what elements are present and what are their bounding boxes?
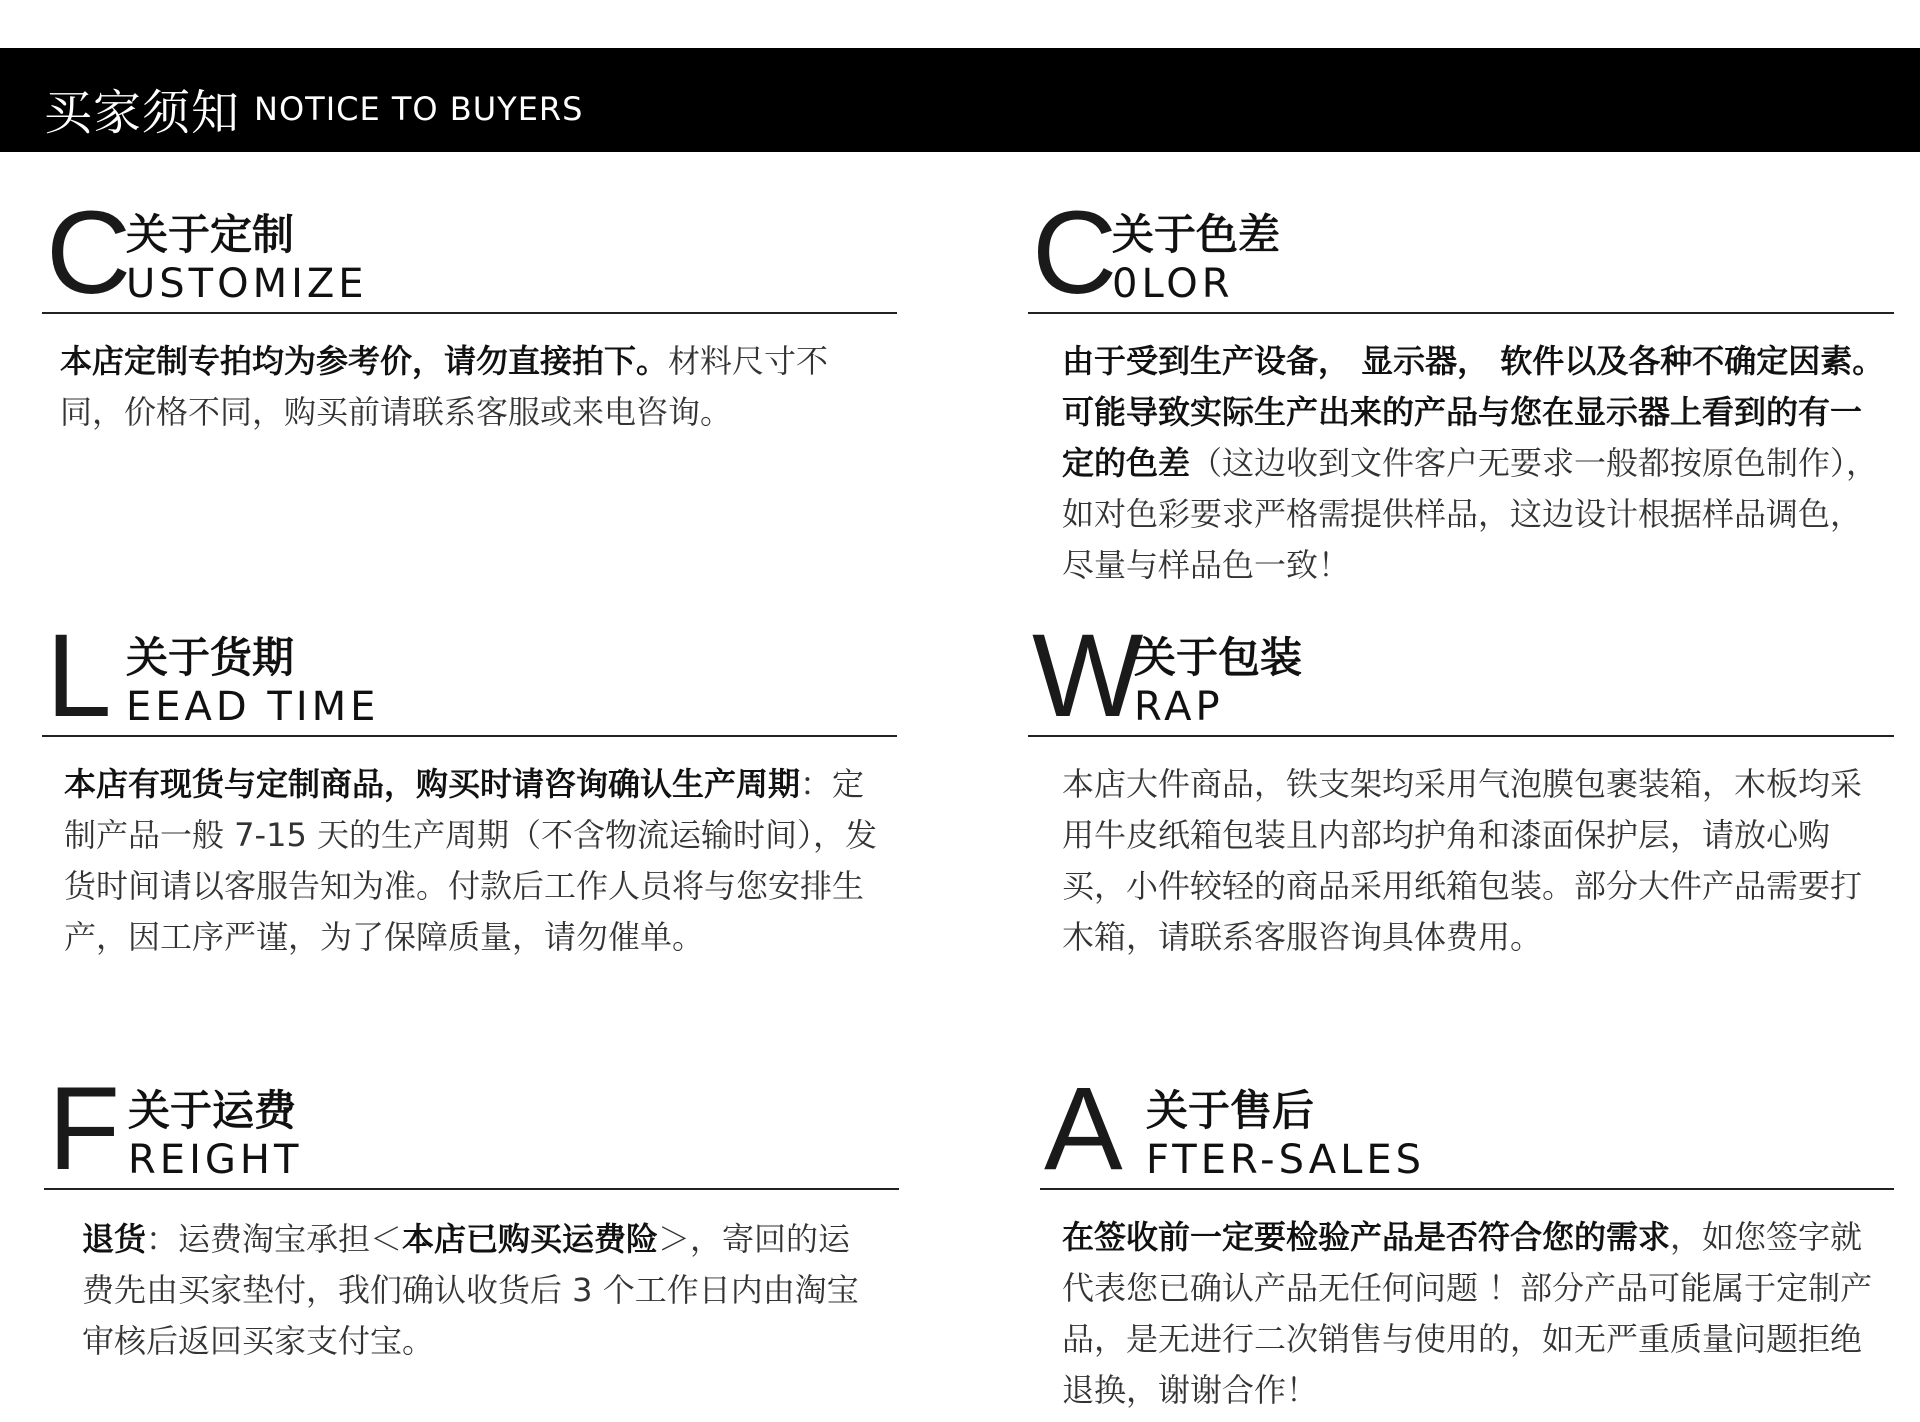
notice-banner (0, 48, 1920, 152)
section-header (1040, 1063, 1894, 1195)
section-title-cn: 关于定制 (126, 210, 295, 259)
initial-letter: L (46, 610, 112, 742)
section-header (42, 610, 897, 742)
body-text: ＞，寄回的运费先由买家垫付，我们确认收货后 3 个工作日内由淘宝审核后返回买家支付宝。 (82, 1220, 859, 1360)
section-color (1028, 187, 1894, 591)
section-title-en: USTOMIZE (126, 261, 368, 307)
section-header (1028, 610, 1894, 742)
section-after-sales (1040, 1063, 1894, 1416)
body-text: （这边收到文件客户无要求一般都按原色制作），如对色彩要求严格需提供样品，这边设计根据样品调色，尽量与样品色一致！ (1062, 444, 1879, 584)
banner-title (44, 74, 583, 143)
banner-title-cn: 买家须知 (44, 85, 241, 141)
body-text: ：定制产品一般 7-15 天的生产周期（不含物流运输时间），发货时间请以客服告知为准。付款后工作人员将与您安排生产，因工序严谨，为了保障质量，请勿催单。 (64, 765, 877, 956)
section-title-cn: 关于售后 (1146, 1086, 1315, 1135)
body-text: ，如您签字就代表您已确认产品无任何问题 ！部分产品可能属于定制产品，是无进行二次销售与使用的，如无严重质量问题拒绝退换，谢谢合作！ (1062, 1218, 1873, 1409)
section-freight (44, 1063, 899, 1367)
section-title-cn: 关于包装 (1134, 633, 1303, 682)
section-title-en: REIGHT (128, 1137, 303, 1183)
body-bold-text: 本店有现货与定制商品，购买时请咨询确认生产周期 (64, 765, 801, 803)
section-body (1040, 1212, 1894, 1416)
banner-title-en: NOTICE TO BUYERS (254, 89, 584, 128)
body-bold-text: 本店定制专拍均为参考价，请勿直接拍下。 (60, 342, 669, 380)
section-body (42, 336, 897, 438)
body-text: ：运费淘宝承担＜ (146, 1220, 403, 1258)
initial-letter: C (1032, 187, 1118, 319)
body-text: 本店大件商品，铁支架均采用气泡膜包裹装箱，木板均采用牛皮纸箱包装且内部均护角和漆面保护层，请放心购买，小件较轻的商品采用纸箱包装。部分大件产品需要打木箱，请联系客服咨询具体费用。 (1062, 765, 1863, 956)
section-header (42, 187, 897, 319)
section-body (44, 1214, 899, 1367)
section-customize (42, 187, 897, 438)
section-title-en: FTER-SALES (1146, 1137, 1426, 1183)
section-header (44, 1063, 899, 1195)
body-text: 材料尺寸不同，价格不同，购买前请联系客服或来电咨询。 (60, 342, 829, 431)
initial-letter: F (48, 1063, 121, 1195)
body-bold-text: 在签收前一定要检验产品是否符合您的需求 (1062, 1218, 1671, 1256)
section-wrap (1028, 610, 1894, 963)
section-title-en: 0LOR (1112, 261, 1234, 307)
initial-letter: A (1044, 1063, 1123, 1195)
body-bold-text: 本店已购买运费险 (402, 1220, 659, 1258)
initial-letter: C (46, 187, 132, 319)
section-title-en: EEAD TIME (126, 684, 380, 730)
body-bold-text: 退货 (82, 1220, 147, 1258)
section-body (1028, 759, 1894, 963)
section-body (42, 759, 897, 963)
initial-letter: W (1032, 610, 1144, 742)
section-title-cn: 关于运费 (128, 1086, 297, 1135)
section-title-en: RAP (1134, 684, 1224, 730)
section-title-cn: 关于货期 (126, 633, 295, 682)
section-header (1028, 187, 1894, 319)
section-title-cn: 关于色差 (1112, 210, 1281, 259)
body-bold-text: 由于受到生产设备， 显示器， 软件以及各种不确定因素。可能导致实际生产出来的产品与您在显示器上看到的有一定的色差 (1062, 342, 1885, 482)
section-lead-time (42, 610, 897, 963)
section-body (1028, 336, 1894, 591)
